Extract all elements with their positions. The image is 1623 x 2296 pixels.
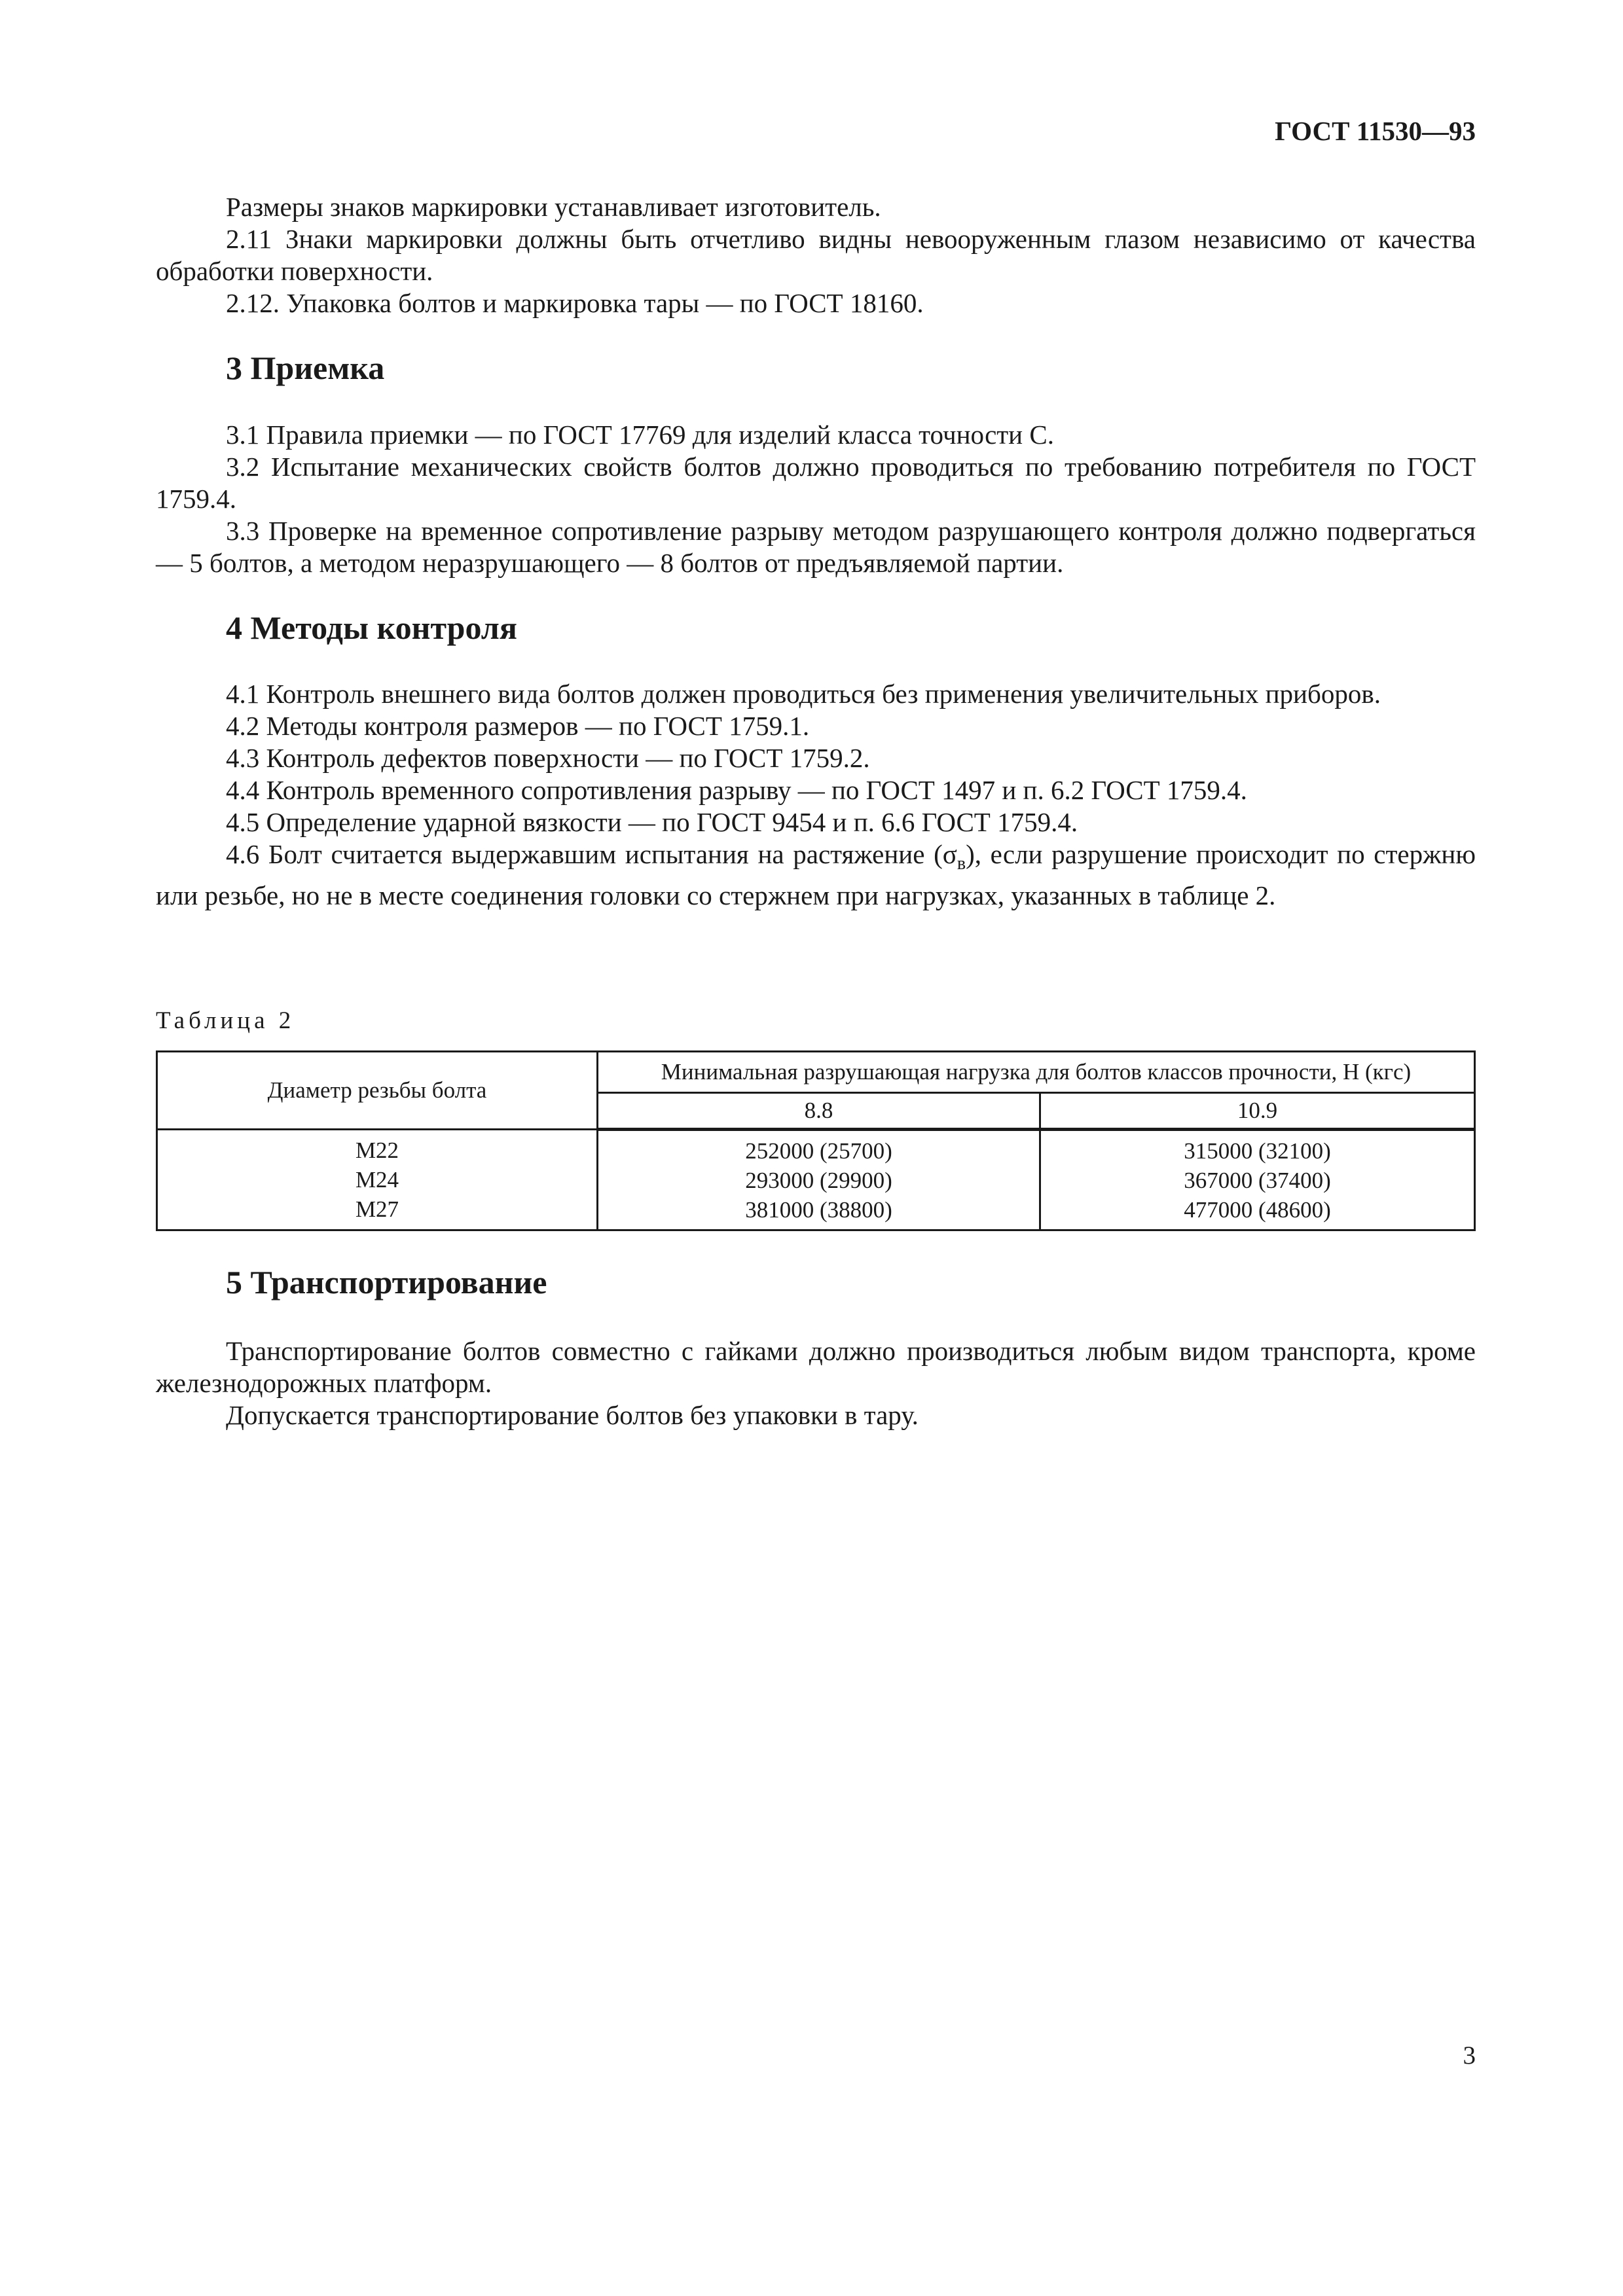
header-class-10-9: 10.9: [1040, 1093, 1475, 1130]
paragraph: Размеры знаков маркировки устанавливает изготовитель.: [226, 192, 881, 222]
paragraph-3-2: 3.2 Испытание механических свойств болтов должно проводиться по требованию потребителя по ГОСТ 1759.4.: [156, 452, 1476, 514]
paragraph-3-3: 3.3 Проверке на временное сопротивление разрыву методом разрушающего контроля должно подвергаться — 5 болтов, а методом неразрушающего — 8 болтов от предъявляемой партии.: [156, 516, 1476, 578]
document-id: ГОСТ 11530—93: [1275, 116, 1476, 146]
table-cell: М24: [355, 1167, 399, 1193]
section-5-heading: 5 Транспортирование: [226, 1264, 547, 1300]
table-2-label: Таблица 2: [156, 1007, 295, 1034]
paragraph-4-1: 4.1 Контроль внешнего вида болтов должен проводиться без применения увеличительных приборов.: [226, 679, 1381, 709]
header-diameter: Диаметр резьбы болта: [157, 1052, 598, 1130]
page-number: 3: [1463, 2041, 1476, 2070]
paragraph-4-6: [156, 838, 1476, 912]
section4-body: [156, 678, 1476, 912]
paragraph-5-1: Транспортирование болтов совместно с гайками должно производиться любым видом транспорта, кроме железнодорожных платформ.: [156, 1336, 1476, 1398]
table-cell: 315000 (32100): [1184, 1138, 1331, 1164]
sigma-subscript: в: [957, 853, 966, 874]
table-cell: М22: [355, 1138, 399, 1163]
paragraph-4-5: 4.5 Определение ударной вязкости — по ГОСТ 9454 и п. 6.6 ГОСТ 1759.4.: [226, 807, 1078, 837]
paragraph-3-1: 3.1 Правила приемки — по ГОСТ 17769 для изделий класса точности С.: [226, 420, 1054, 450]
paragraph-4-4: 4.4 Контроль временного сопротивления разрыву — по ГОСТ 1497 и п. 6.2 ГОСТ 1759.4.: [226, 775, 1247, 805]
section5-body: [156, 1335, 1476, 1431]
paragraph-4-6-part-a: 4.6 Болт считается выдержавшим испытания на растяжение (σ: [226, 839, 957, 869]
table-cell: М27: [355, 1196, 399, 1222]
paragraph-2-12: 2.12. Упаковка болтов и маркировка тары — по ГОСТ 18160.: [226, 288, 924, 318]
paragraph-4-6-part-b: ), если разрушение происходит по стержню или резьбе, но не в месте соединения головки со стержнем при нагрузках, указанных в таблице 2.: [156, 839, 1476, 911]
load-8-8-cell: [598, 1130, 1040, 1230]
table-2: [156, 1050, 1476, 1231]
table-cell: 293000 (29900): [745, 1167, 892, 1193]
diameter-cell: [157, 1130, 598, 1230]
table-cell: 381000 (38800): [745, 1196, 892, 1223]
table-cell: 252000 (25700): [745, 1138, 892, 1164]
header-class-8-8: 8.8: [598, 1093, 1040, 1130]
table-cell: 477000 (48600): [1184, 1196, 1331, 1223]
paragraph-4-3: 4.3 Контроль дефектов поверхности — по ГОСТ 1759.2.: [226, 743, 870, 773]
load-10-9-cell: [1040, 1130, 1475, 1230]
paragraph-4-2: 4.2 Методы контроля размеров — по ГОСТ 1759.1.: [226, 711, 810, 741]
header-min-load: Минимальная разрушающая нагрузка для болтов классов прочности, Н (кгс): [598, 1052, 1475, 1093]
section2-tail: [156, 191, 1476, 319]
paragraph-2-11: 2.11 Знаки маркировки должны быть отчетливо видны невооруженным глазом независимо от качества обработки поверхности.: [156, 224, 1476, 286]
section3-body: [156, 419, 1476, 579]
paragraph-5-2: Допускается транспортирование болтов без упаковки в тару.: [226, 1400, 919, 1430]
table-cell: 367000 (37400): [1184, 1167, 1331, 1193]
section-4-heading: 4 Методы контроля: [226, 609, 517, 646]
section-3-heading: 3 Приемка: [226, 350, 385, 386]
